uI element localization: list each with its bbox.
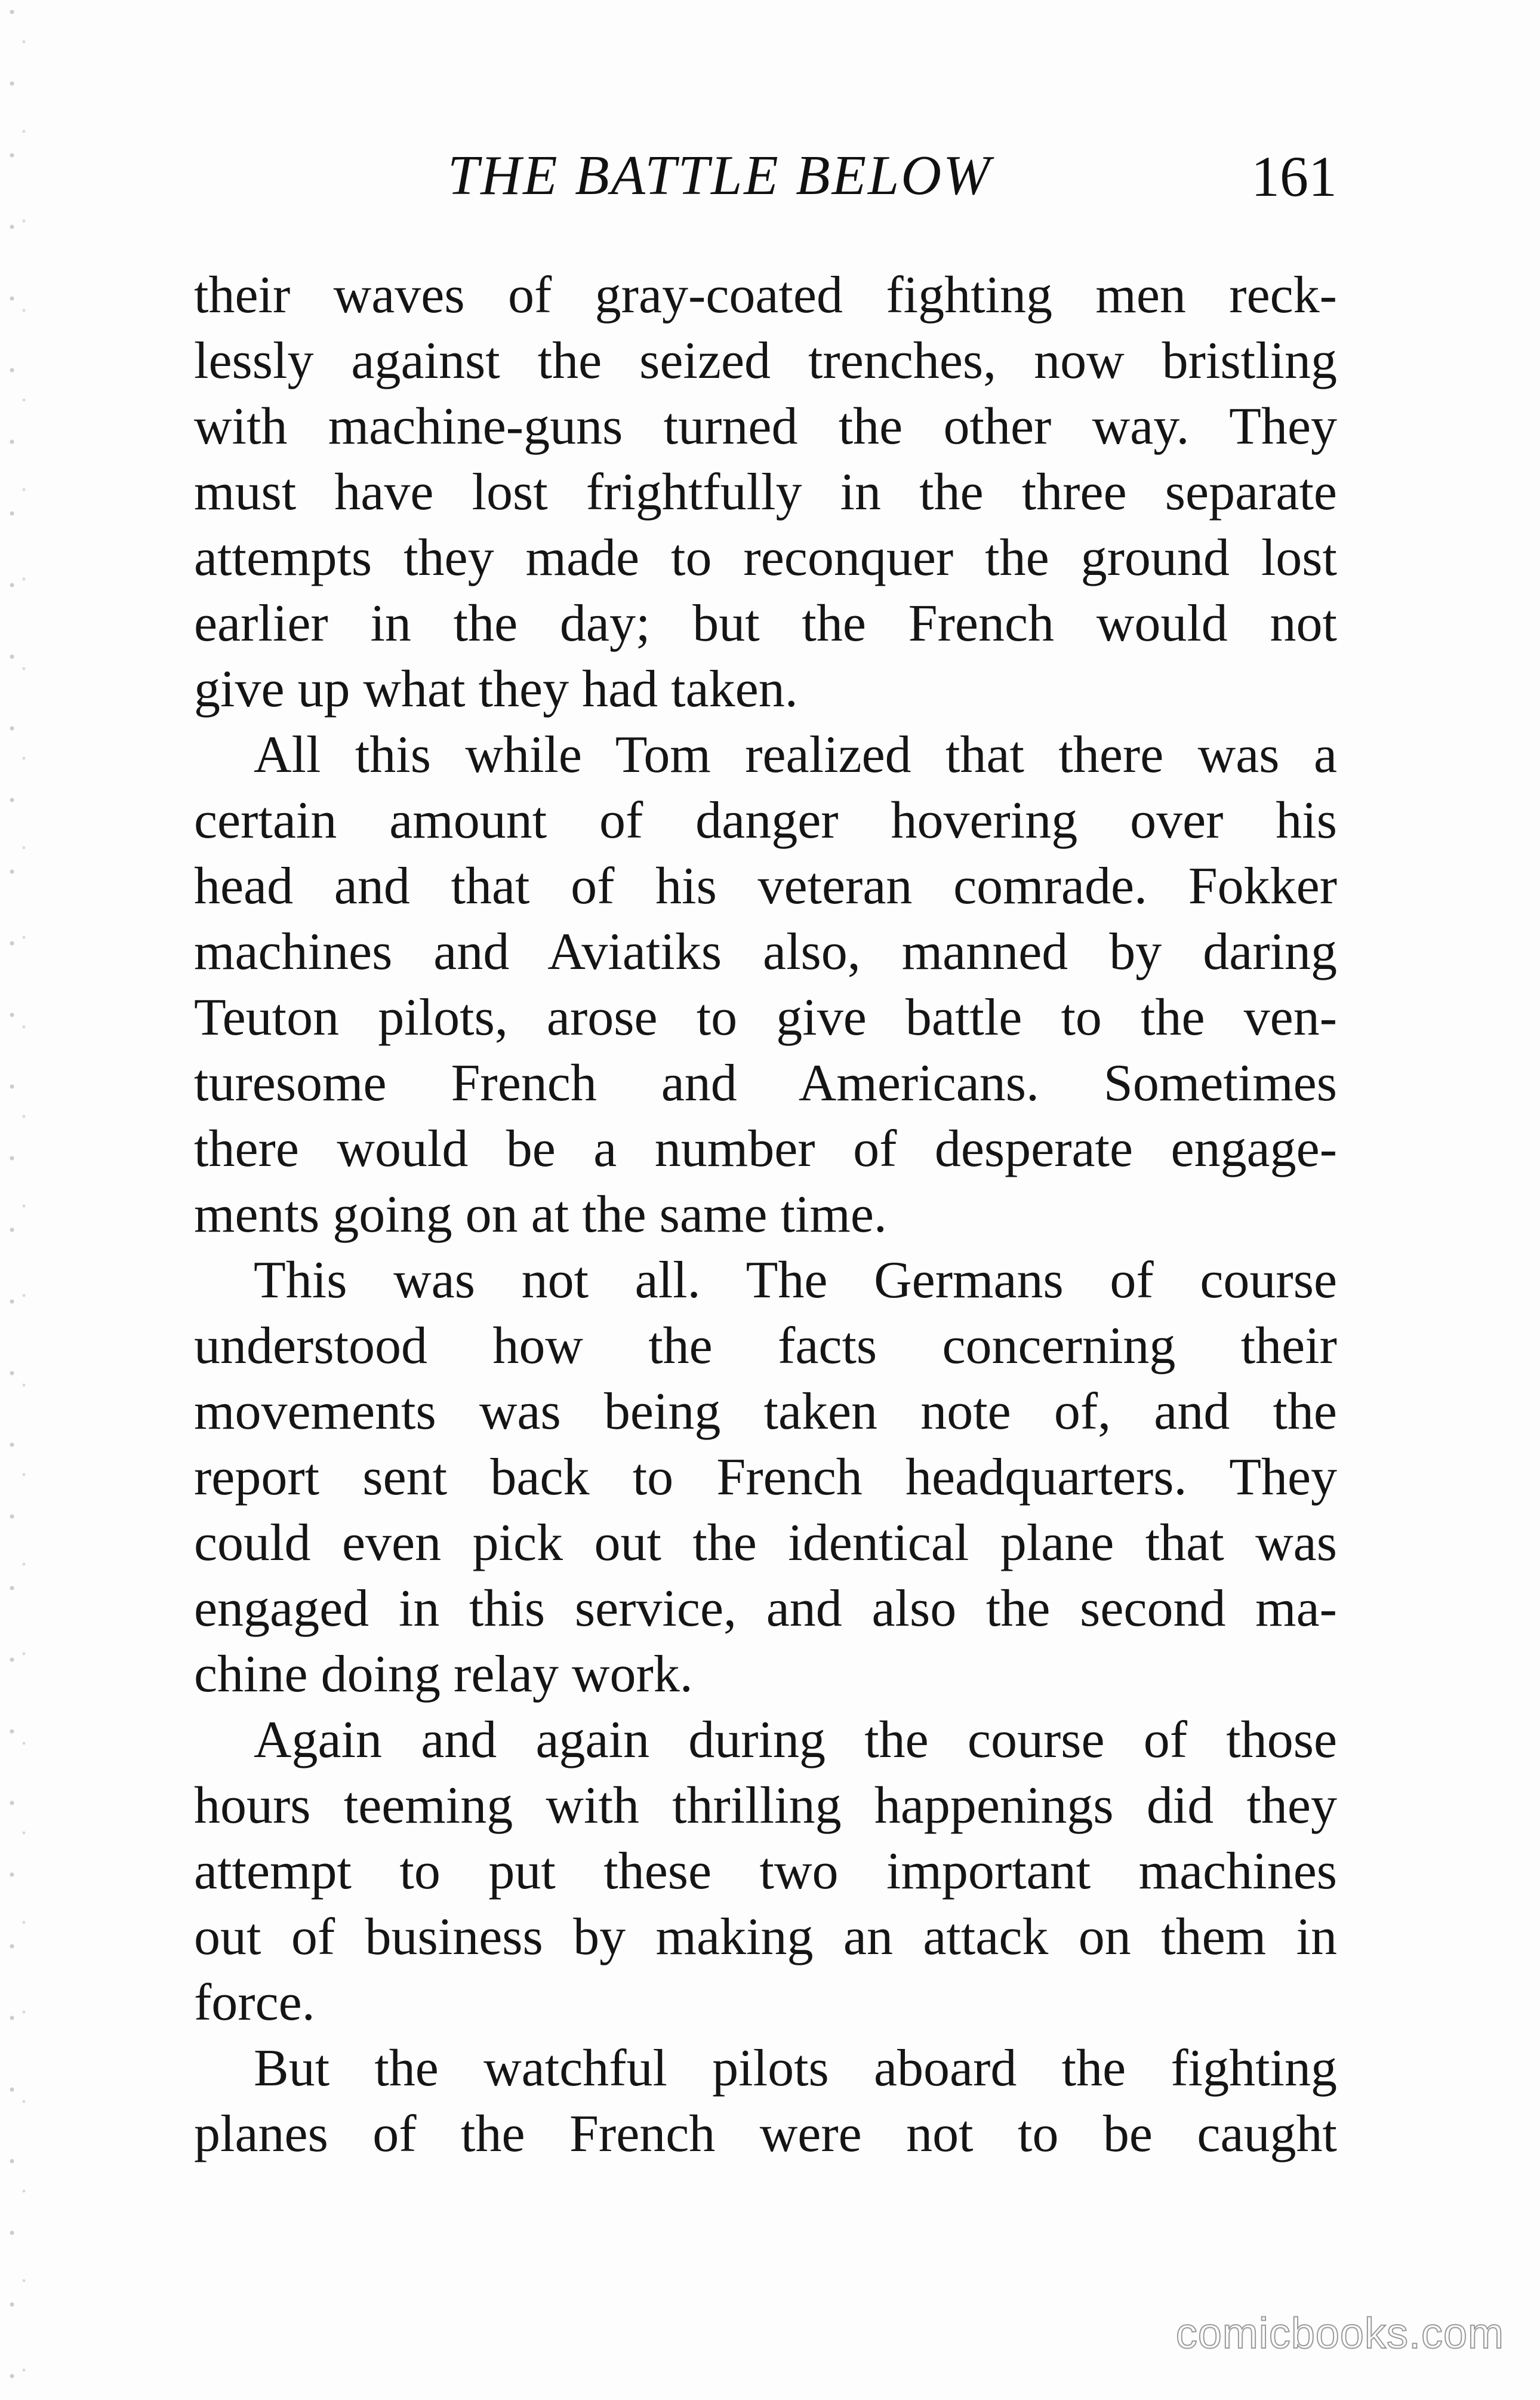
text-line: certain amount of danger hovering over his [194, 792, 1337, 850]
text-line: chine doing relay work. [194, 1645, 693, 1703]
text-line: earlier in the day; but the French would not [194, 595, 1337, 653]
running-title: THE BATTLE BELOW [448, 144, 992, 207]
text-line: with machine-guns turned the other way. They [194, 398, 1337, 456]
text-line: hours teeming with thrilling happenings did they [194, 1777, 1337, 1835]
text-line: must have lost frightfully in the three separate [194, 463, 1337, 521]
text-line: understood how the facts concerning their [194, 1317, 1337, 1375]
text-line: there would be a number of desperate engage- [194, 1120, 1337, 1178]
text-line: could even pick out the identical plane that was [194, 1514, 1337, 1572]
text-line: attempt to put these two important machines [194, 1842, 1337, 1900]
text-line: attempts they made to reconquer the ground lost [194, 529, 1337, 587]
text-line: head and that of his veteran comrade. Fokker [194, 857, 1337, 915]
running-header [197, 143, 1337, 221]
text-line: engaged in this service, and also the second ma- [194, 1580, 1337, 1638]
text-line: report sent back to French headquarters. They [194, 1448, 1337, 1506]
text-line: This was not all. The Germans of course [254, 1251, 1337, 1309]
body-text [194, 263, 1337, 2167]
text-line: their waves of gray-coated fighting men reck- [194, 266, 1337, 324]
text-line: lessly against the seized trenches, now bristling [194, 332, 1337, 390]
page-number: 161 [1251, 144, 1337, 208]
text-line: machines and Aviatiks also, manned by daring [194, 923, 1337, 981]
text-line: out of business by making an attack on them in [194, 1908, 1337, 1966]
text-line: Teuton pilots, arose to give battle to the ven- [194, 989, 1337, 1047]
text-line: movements was being taken note of, and the [194, 1383, 1337, 1441]
text-line: planes of the French were not to be caught [194, 2105, 1337, 2163]
text-line: ments going on at the same time. [194, 1186, 887, 1244]
scan-edge-speckle [0, 0, 42, 2400]
text-line: turesome French and Americans. Sometimes [194, 1054, 1337, 1112]
text-line: All this while Tom realized that there was a [254, 726, 1337, 784]
text-line: give up what they had taken. [194, 660, 798, 718]
text-line: But the watchful pilots aboard the fighting [254, 2039, 1337, 2097]
text-line: Again and again during the course of those [254, 1711, 1337, 1769]
watermark: comicbooks.com [1175, 2310, 1504, 2358]
text-line: force. [194, 1974, 315, 2032]
